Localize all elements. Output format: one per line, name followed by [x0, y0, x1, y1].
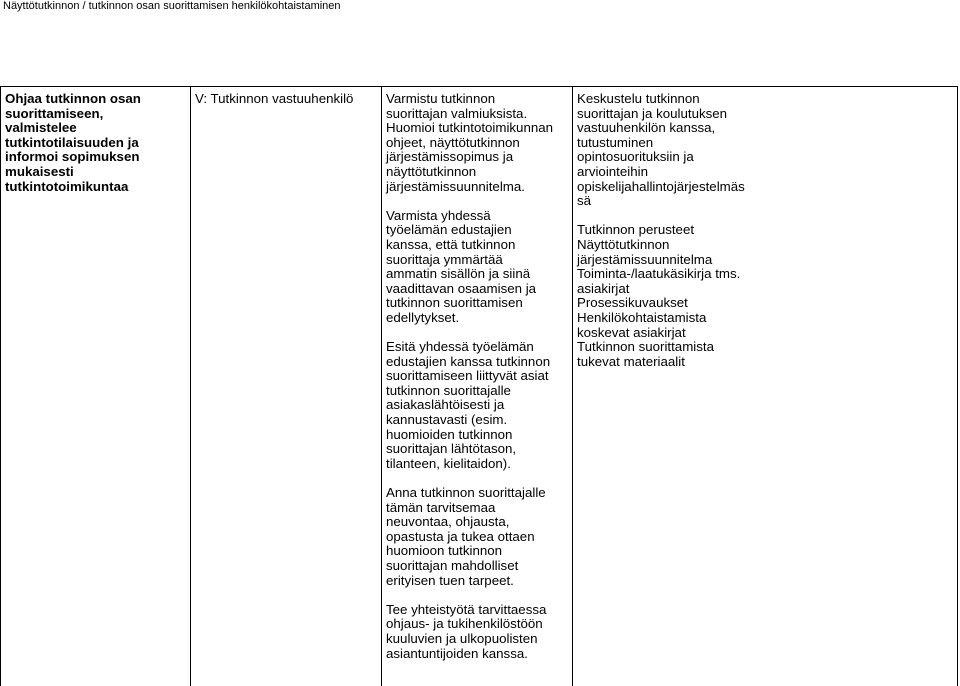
- action-line: edustajien kanssa tutkinnon: [386, 353, 551, 369]
- method-line: Toiminta-/laatukäsikirja tms.: [577, 266, 741, 282]
- method-paragraph: [577, 92, 787, 209]
- action-line: suorittajan valmiuksista.: [386, 105, 528, 121]
- action-line: huomioon tutkinnon: [386, 543, 503, 559]
- action-paragraph: [386, 603, 572, 661]
- method-line: asiakirjat: [577, 280, 630, 296]
- method-line: tukevat materiaalit: [577, 353, 685, 369]
- action-line: tämän tarvitsemaa: [386, 499, 496, 515]
- task-cell: [5, 92, 187, 194]
- column-divider: [381, 86, 382, 686]
- method-line: tutustuminen: [577, 134, 654, 150]
- action-line: Varmistu tutkinnon: [386, 91, 496, 106]
- method-line: Henkilökohtaistamista: [577, 309, 707, 325]
- responsible-cell: V: Tutkinnon vastuuhenkilö: [195, 91, 354, 106]
- action-line: suorittajan lähtötason,: [386, 441, 517, 457]
- page-header: Näyttötutkinnon / tutkinnon osan suorittamisen henkilökohtaistaminen: [3, 0, 341, 12]
- method-line: arviointeihin: [577, 163, 648, 179]
- action-line: suorittaja ymmärtää: [386, 251, 503, 267]
- task-line: mukaisesti: [5, 163, 74, 179]
- method-line: järjestämissuunnitelma: [577, 251, 713, 267]
- action-line: edellytykset.: [386, 309, 460, 325]
- action-line: kanssa, että tutkinnon: [386, 236, 516, 252]
- method-line: Näyttötutkinnon: [577, 236, 670, 252]
- action-line: Huomioi tutkintotoimikunnan: [386, 120, 554, 136]
- action-line: ammatin sisällön ja siinä: [386, 266, 531, 282]
- column-divider: [572, 86, 573, 686]
- method-line: vastuuhenkilön kanssa,: [577, 120, 716, 136]
- action-line: Varmista yhdessä: [386, 207, 491, 223]
- action-line: tilanteen, kielitaidon).: [386, 455, 511, 471]
- action-line: huomioiden tutkinnon: [386, 426, 513, 442]
- action-line: järjestämissopimus ja: [386, 149, 514, 165]
- methods-cell: [577, 92, 787, 384]
- action-line: kannustavasti (esim.: [386, 412, 508, 428]
- action-line: Tee yhteistyötä tarvittaessa: [386, 601, 547, 617]
- method-line: Prosessikuvaukset: [577, 295, 688, 311]
- action-line: Anna tutkinnon suorittajalle: [386, 485, 546, 501]
- action-line: ohjaus- ja tukihenkilöstöön: [386, 616, 543, 632]
- action-paragraph: [386, 340, 572, 471]
- action-line: asiakaslähtöisesti ja: [386, 397, 505, 413]
- action-paragraph: [386, 486, 572, 588]
- action-line: tutkinnon suorittajalle: [386, 382, 511, 398]
- task-line: Ohjaa tutkinnon osan: [5, 91, 141, 106]
- action-line: tutkinnon suorittamisen: [386, 295, 523, 311]
- method-line: Keskustelu tutkinnon: [577, 91, 700, 106]
- method-line: Tutkinnon suorittamista: [577, 339, 714, 355]
- action-line: vaadittavan osaamisen ja: [386, 280, 537, 296]
- task-line: tutkintotoimikuntaa: [5, 178, 129, 194]
- action-line: asiantuntijoiden kanssa.: [386, 645, 528, 661]
- action-line: kuuluvien ja ulkopuolisten: [386, 630, 538, 646]
- task-line: informoi sopimuksen: [5, 149, 140, 165]
- column-divider: [190, 86, 191, 686]
- task-line: suorittamiseen,: [5, 105, 104, 121]
- action-line: työelämän edustajien: [386, 222, 512, 238]
- method-line: suorittajan ja koulutuksen: [577, 105, 728, 121]
- method-paragraph: [577, 223, 787, 369]
- action-line: suorittamiseen liittyvät asiat: [386, 368, 549, 384]
- action-line: erityisen tuen tarpeet.: [386, 572, 514, 588]
- method-line: koskevat asiakirjat: [577, 324, 686, 340]
- action-line: neuvontaa, ohjausta,: [386, 514, 510, 530]
- method-line: opiskelijahallintojärjestelmäs: [577, 178, 745, 194]
- method-line: opintosuorituksiin ja: [577, 149, 694, 165]
- action-line: näyttötutkinnon: [386, 163, 477, 179]
- method-line: sä: [577, 193, 592, 209]
- actions-cell: [386, 92, 572, 676]
- action-paragraph: [386, 209, 572, 326]
- action-line: järjestämissuunnitelma.: [386, 178, 525, 194]
- action-paragraph: [386, 92, 572, 194]
- task-line: valmistelee: [5, 120, 77, 136]
- action-line: suorittajan mahdolliset: [386, 558, 519, 573]
- task-line: tutkintotilaisuuden ja: [5, 134, 139, 150]
- method-line: Tutkinnon perusteet: [577, 222, 695, 238]
- action-line: opastusta ja tukea ottaen: [386, 528, 535, 544]
- action-line: Esitä yhdessä työelämän: [386, 339, 534, 355]
- action-line: ohjeet, näyttötutkinnon: [386, 134, 520, 150]
